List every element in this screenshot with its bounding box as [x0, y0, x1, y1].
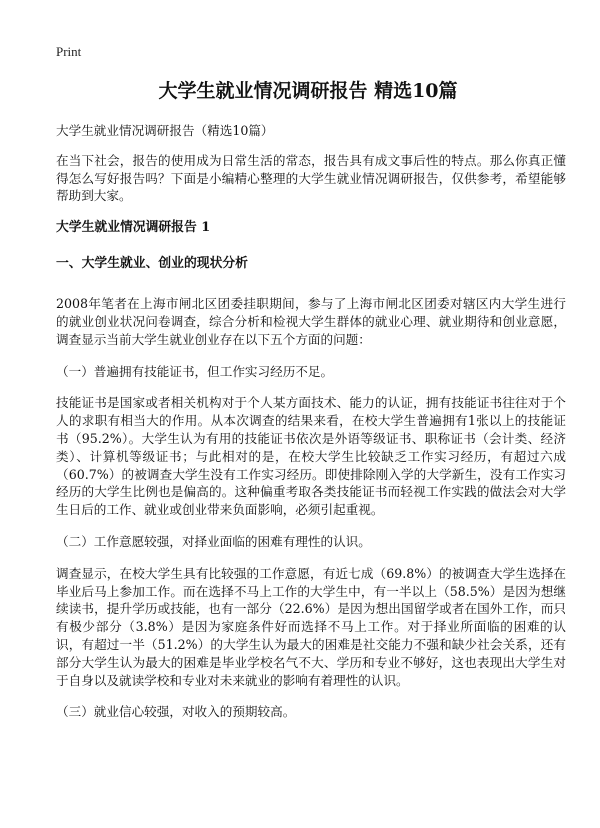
paragraph-3: 调查显示，在校大学生具有比较强的工作意愿，有近七成（69.8%）的被调查大学生选择在毕业后马上参加工作。而在选择不马上工作的大学生中，有一半以上（58.5%）是因为想继续读书，提升学历或技能，也有一部分（22.6%）是因为想出国留学或者在国外工作，而只有极少部分（3.8%）是因为家庭条件好而选择不马上工作。对于择业所面临的困难的认识，有超过一半（51.2%）的大学生认为最大的困难是社交能力不强和缺少社会关系，还有部分大学生认为最大的困难是毕业学校名气不大、学历和专业不够好，这也表现出大学生对于自身以及就读学校和专业对未来就业的影响有着理性的认识。: [56, 565, 566, 688]
point-1: （一）普遍拥有技能证书，但工作实习经历不足。: [56, 363, 334, 379]
report-heading: 大学生就业情况调研报告 1: [56, 220, 211, 236]
article-subtitle: 大学生就业情况调研报告（精选10篇）: [56, 123, 274, 138]
point-3: （三）就业信心较强，对收入的预期较高。: [56, 704, 296, 720]
print-link[interactable]: Print: [56, 44, 82, 59]
section-heading: 一、大学生就业、创业的现状分析: [56, 256, 248, 272]
article-body: [56, 122, 566, 735]
page-title: 大学生就业情况调研报告 精选10篇: [158, 80, 458, 102]
point-2: （二）工作意愿较强，对择业面临的困难有理性的认识。: [56, 533, 371, 549]
paragraph-2: 技能证书是国家或者相关机构对于个人某方面技术、能力的认证，拥有技能证书往往对于个人的求职有相当大的作用。从本次调查的结果来看，在校大学生普遍拥有1张以上的技能证书（95.2%）。大学生认为有用的技能证书依次是外语等级证书、职称证书（会计类、经济类）、计算机等级证书；与此相对的是，在校大学生比较缺乏工作实习经历，有超过六成（60.7%）的被调查大学生没有工作实习经历。即使排除刚入学的大学新生，没有工作实习经历的大学生比例也是偏高的。这种偏重考取各类技能证书而轻视工作实践的做法会对大学生日后的工作、就业或创业带来负面影响，必须引起重视。: [56, 395, 566, 518]
paragraph-1: 2008年笔者在上海市闸北区团委挂职期间，参与了上海市闸北区团委对辖区内大学生进行的就业创业状况问卷调查，综合分析和检视大学生群体的就业心理、就业期待和创业意愿，调查显示当前大学生就业创业存在以下五个方面的问题：: [56, 296, 566, 347]
intro-paragraph: 在当下社会，报告的使用成为日常生活的常态，报告具有成文事后性的特点。那么你真正懂得怎么写好报告吗？下面是小编精心整理的大学生就业情况调研报告，仅供参考，希望能够帮助到大家。: [56, 152, 566, 204]
